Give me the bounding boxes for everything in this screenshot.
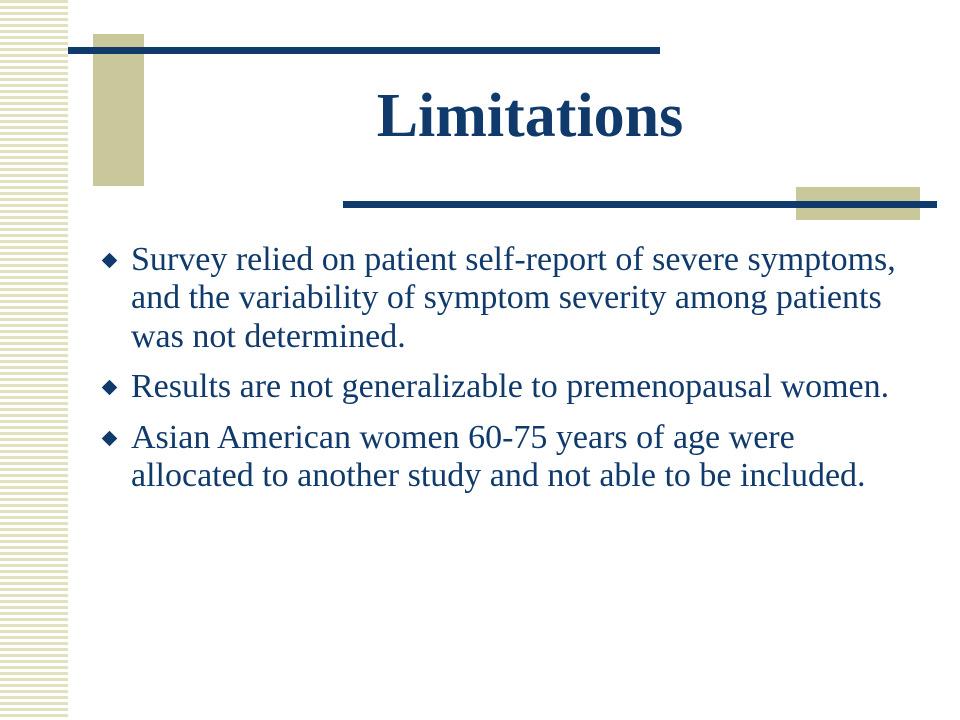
bullet-text: Survey relied on patient self-report of severe symptoms, and the variability of symptom severity among patients was not determined. <box>131 241 896 355</box>
slide-title: Limitations <box>376 82 684 150</box>
title-rule-top <box>68 47 660 54</box>
list-item <box>102 368 922 406</box>
bullet-text: Asian American women 60-75 years of age were allocated to another study and not able to be included. <box>131 418 866 495</box>
bullet-text: Results are not generalizable to premenopausal women. <box>131 368 890 406</box>
title-rule-bottom <box>343 201 937 208</box>
diamond-bullet-icon <box>102 430 118 446</box>
list-item <box>102 241 922 356</box>
diamond-bullet-icon <box>102 380 118 396</box>
bullet-list <box>102 241 922 507</box>
diamond-bullet-icon <box>102 253 118 269</box>
striped-margin-decoration <box>0 0 68 720</box>
list-item <box>102 419 922 496</box>
